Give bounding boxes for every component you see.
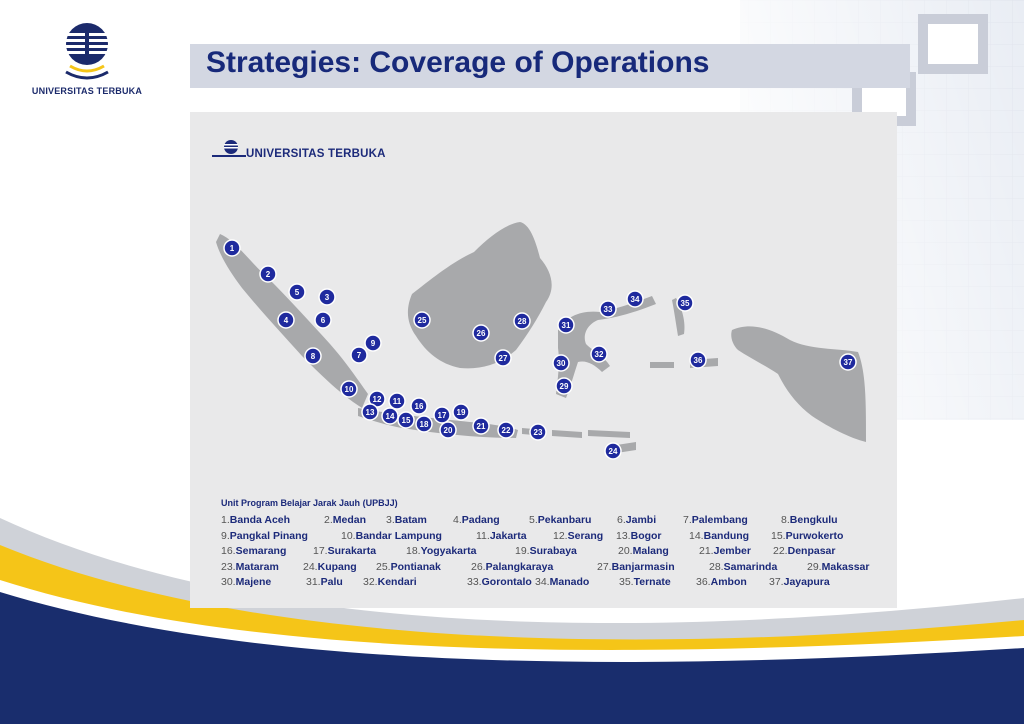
legend-row xyxy=(221,561,893,577)
upbjj-marker xyxy=(605,443,621,459)
upbjj-marker-label: 31 xyxy=(561,321,571,330)
upbjj-marker-label: 19 xyxy=(456,408,466,417)
legend-item-city: Serang xyxy=(567,529,604,542)
coverage-map-panel xyxy=(190,112,897,608)
university-logo xyxy=(22,22,152,112)
upbjj-marker xyxy=(305,348,321,364)
upbjj-marker xyxy=(319,289,335,305)
legend-item-city: Jayapura xyxy=(783,576,830,588)
legend-item-city: Jambi xyxy=(625,514,657,526)
legend-item-city: Ternate xyxy=(633,576,671,588)
legend-item xyxy=(406,545,476,557)
legend-item xyxy=(709,561,777,573)
legend-item-city: Semarang xyxy=(235,545,287,557)
upbjj-marker-label: 23 xyxy=(533,428,543,437)
university-name: UNIVERSITAS TERBUKA xyxy=(31,86,143,96)
legend-item xyxy=(221,545,286,557)
upbjj-marker xyxy=(416,416,432,432)
upbjj-marker xyxy=(278,312,294,328)
legend-item xyxy=(617,514,656,526)
upbjj-marker-label: 21 xyxy=(476,422,486,431)
upbjj-marker-label: 28 xyxy=(517,317,527,326)
island-borneo xyxy=(408,222,552,368)
legend-item-city: Samarinda xyxy=(723,560,778,573)
island-papua xyxy=(731,326,866,442)
legend-item-city: Palu xyxy=(320,576,343,588)
legend-item xyxy=(771,530,843,542)
upbjj-marker xyxy=(414,312,430,328)
legend-item-city: Kupang xyxy=(317,560,357,573)
upbjj-marker-label: 27 xyxy=(498,354,508,363)
legend-item xyxy=(773,545,835,557)
upbjj-marker xyxy=(627,291,643,307)
legend-item xyxy=(553,530,603,542)
legend-item-number: 12. xyxy=(553,529,568,542)
upbjj-marker-label: 34 xyxy=(630,295,640,304)
legend-item-number: 4. xyxy=(453,514,462,526)
legend-item-number: 19. xyxy=(515,545,530,557)
legend-item-city: Bandar Lampung xyxy=(355,529,442,542)
legend-item-number: 11. xyxy=(476,529,490,542)
legend-title-abbr: (UPBJJ) xyxy=(362,498,398,508)
legend-item-city: Purwokerto xyxy=(785,529,844,542)
legend-item xyxy=(535,576,589,588)
legend-item-number: 16. xyxy=(221,545,236,557)
upbjj-marker xyxy=(351,347,367,363)
legend-item-number: 35. xyxy=(619,576,634,588)
legend-item-number: 17. xyxy=(313,545,328,557)
upbjj-marker-label: 20 xyxy=(443,426,453,435)
upbjj-marker xyxy=(591,346,607,362)
legend-item-number: 13. xyxy=(616,529,631,542)
upbjj-marker xyxy=(453,404,469,420)
legend-item-city: Jember xyxy=(713,545,751,557)
legend-item-number: 28. xyxy=(709,560,724,573)
legend-item-number: 34. xyxy=(535,576,550,588)
legend-item xyxy=(386,514,427,526)
legend-item xyxy=(467,576,532,588)
legend-item-number: 7. xyxy=(683,514,692,526)
upbjj-marker-label: 6 xyxy=(320,316,326,325)
legend-item xyxy=(221,514,290,526)
legend-item xyxy=(696,576,747,588)
upbjj-marker-label: 25 xyxy=(417,316,427,325)
legend-item-city: Banda Aceh xyxy=(229,514,291,526)
legend-item xyxy=(689,530,749,542)
upbjj-marker xyxy=(495,350,511,366)
legend-row xyxy=(221,530,893,546)
legend-item-number: 20. xyxy=(618,545,633,557)
legend-item-number: 15. xyxy=(771,529,786,542)
legend-item xyxy=(781,514,838,526)
legend-item-number: 30. xyxy=(221,576,236,588)
legend-item-number: 22. xyxy=(773,545,788,557)
legend-item-number: 9. xyxy=(221,529,230,542)
legend-item-city: Banjarmasin xyxy=(611,560,675,573)
upbjj-marker xyxy=(341,381,357,397)
legend-item xyxy=(303,561,357,573)
university-emblem-icon xyxy=(60,22,114,84)
legend-item-number: 10. xyxy=(341,529,356,542)
upbjj-marker-label: 17 xyxy=(437,411,447,420)
legend-item-city: Mataram xyxy=(235,560,279,573)
legend-title-text: Unit Program Belajar Jarak Jauh xyxy=(221,498,361,508)
legend-item-number: 23. xyxy=(221,560,236,573)
upbjj-marker xyxy=(553,355,569,371)
land-masses xyxy=(216,222,866,454)
upbjj-marker-label: 18 xyxy=(419,420,429,429)
upbjj-legend xyxy=(221,514,893,592)
upbjj-marker-label: 13 xyxy=(365,408,375,417)
upbjj-marker xyxy=(840,354,856,370)
upbjj-marker-label: 12 xyxy=(372,395,382,404)
upbjj-marker-label: 3 xyxy=(324,293,330,302)
legend-item-number: 2. xyxy=(324,514,333,526)
upbjj-marker-label: 15 xyxy=(401,416,411,425)
upbjj-marker xyxy=(514,313,530,329)
upbjj-marker-label: 36 xyxy=(693,356,703,365)
legend-item-city: Bogor xyxy=(630,529,662,542)
legend-item-number: 31. xyxy=(306,576,321,588)
upbjj-marker-label: 14 xyxy=(385,412,395,421)
legend-item-city: Yogyakarta xyxy=(420,545,477,557)
upbjj-marker-label: 11 xyxy=(392,397,402,406)
upbjj-marker-label: 26 xyxy=(476,329,486,338)
upbjj-marker-label: 29 xyxy=(559,382,569,391)
upbjj-marker xyxy=(498,422,514,438)
legend-item-city: Ambon xyxy=(710,576,747,588)
legend-item-number: 37. xyxy=(769,576,784,588)
legend-item-city: Bandung xyxy=(703,529,750,542)
upbjj-marker xyxy=(315,312,331,328)
legend-item xyxy=(221,576,271,588)
legend-item-city: Surabaya xyxy=(529,545,577,557)
upbjj-marker xyxy=(260,266,276,282)
legend-item xyxy=(453,514,500,526)
legend-item-number: 36. xyxy=(696,576,711,588)
upbjj-marker xyxy=(690,352,706,368)
legend-item-number: 33. xyxy=(467,576,482,588)
legend-item xyxy=(341,530,442,542)
legend-item xyxy=(616,530,662,542)
upbjj-marker xyxy=(677,295,693,311)
legend-row xyxy=(221,514,893,530)
legend-item-city: Manado xyxy=(549,576,590,588)
legend-item-city: Palembang xyxy=(691,514,748,526)
legend-item xyxy=(313,545,376,557)
upbjj-marker-label: 16 xyxy=(414,402,424,411)
upbjj-marker-label: 24 xyxy=(608,447,618,456)
legend-item-number: 6. xyxy=(617,514,626,526)
legend-item-number: 27. xyxy=(597,560,612,573)
upbjj-marker xyxy=(440,422,456,438)
legend-item xyxy=(471,561,553,573)
upbjj-marker-label: 33 xyxy=(603,305,613,314)
upbjj-marker xyxy=(473,418,489,434)
legend-item xyxy=(699,545,751,557)
legend-item-number: 25. xyxy=(376,560,391,573)
legend-item-city: Pontianak xyxy=(390,560,441,573)
upbjj-marker xyxy=(365,335,381,351)
legend-item-number: 14. xyxy=(689,529,704,542)
legend-item xyxy=(376,561,441,573)
legend-item-number: 3. xyxy=(386,514,395,526)
upbjj-marker-label: 37 xyxy=(843,358,853,367)
slide-title: Strategies: Coverage of Operations xyxy=(206,46,710,79)
upbjj-marker-label: 9 xyxy=(370,339,376,348)
legend-item xyxy=(529,514,591,526)
upbjj-marker xyxy=(473,325,489,341)
legend-item-city: Denpasar xyxy=(787,545,836,557)
upbjj-marker-label: 2 xyxy=(265,270,271,279)
legend-item-number: 18. xyxy=(406,545,421,557)
legend-item-number: 21. xyxy=(699,545,714,557)
upbjj-marker xyxy=(411,398,427,414)
upbjj-marker xyxy=(224,240,240,256)
upbjj-marker xyxy=(434,407,450,423)
legend-item-city: Makassar xyxy=(821,560,870,573)
legend-item-city: Batam xyxy=(394,514,427,526)
upbjj-marker-label: 22 xyxy=(501,426,511,435)
upbjj-marker xyxy=(558,317,574,333)
legend-item-number: 29. xyxy=(807,560,822,573)
legend-item-number: 5. xyxy=(529,514,538,526)
panel-brand-name: UNIVERSITAS TERBUKA xyxy=(246,148,386,160)
legend-item-city: Pekanbaru xyxy=(537,514,592,526)
legend-item xyxy=(476,530,527,542)
upbjj-marker xyxy=(600,301,616,317)
upbjj-marker-label: 4 xyxy=(283,316,289,325)
legend-item-number: 1. xyxy=(221,514,230,526)
upbjj-marker xyxy=(382,408,398,424)
upbjj-marker-label: 35 xyxy=(680,299,690,308)
legend-item xyxy=(769,576,830,588)
legend-item xyxy=(618,545,669,557)
legend-item xyxy=(324,514,366,526)
upbjj-marker xyxy=(289,284,305,300)
legend-item xyxy=(619,576,671,588)
legend-item xyxy=(515,545,577,557)
upbjj-marker-label: 32 xyxy=(594,350,604,359)
decorative-square xyxy=(918,14,988,74)
legend-item-city: Kendari xyxy=(377,576,417,588)
legend-item xyxy=(221,561,279,573)
upbjj-marker xyxy=(398,412,414,428)
upbjj-marker xyxy=(530,424,546,440)
legend-item xyxy=(683,514,748,526)
legend-item-city: Jakarta xyxy=(489,529,527,542)
legend-item-number: 24. xyxy=(303,560,318,573)
legend-row xyxy=(221,576,893,592)
upbjj-marker-label: 5 xyxy=(294,288,300,297)
legend-item xyxy=(221,530,308,542)
legend-item-city: Bengkulu xyxy=(789,514,838,526)
upbjj-marker-label: 30 xyxy=(556,359,566,368)
legend-item-city: Majene xyxy=(235,576,272,588)
legend-item-city: Pangkal Pinang xyxy=(229,529,308,542)
legend-title xyxy=(221,498,398,508)
legend-item xyxy=(363,576,417,588)
legend-item-city: Malang xyxy=(632,545,669,557)
legend-item-city: Gorontalo xyxy=(481,576,532,588)
legend-item-number: 32. xyxy=(363,576,378,588)
legend-item xyxy=(807,561,869,573)
legend-item-city: Palangkaraya xyxy=(485,560,554,573)
legend-item-city: Padang xyxy=(461,514,500,526)
legend-item xyxy=(597,561,675,573)
upbjj-marker-label: 10 xyxy=(344,385,354,394)
legend-row xyxy=(221,545,893,561)
upbjj-marker xyxy=(362,404,378,420)
upbjj-marker xyxy=(556,378,572,394)
legend-item-number: 8. xyxy=(781,514,790,526)
legend-item-number: 26. xyxy=(471,560,486,573)
legend-item-city: Medan xyxy=(332,514,367,526)
upbjj-marker-label: 8 xyxy=(310,352,316,361)
legend-item-city: Surakarta xyxy=(327,545,377,557)
upbjj-marker xyxy=(389,393,405,409)
legend-item xyxy=(306,576,343,588)
upbjj-marker-label: 7 xyxy=(356,351,362,360)
upbjj-marker-label: 1 xyxy=(229,244,235,253)
